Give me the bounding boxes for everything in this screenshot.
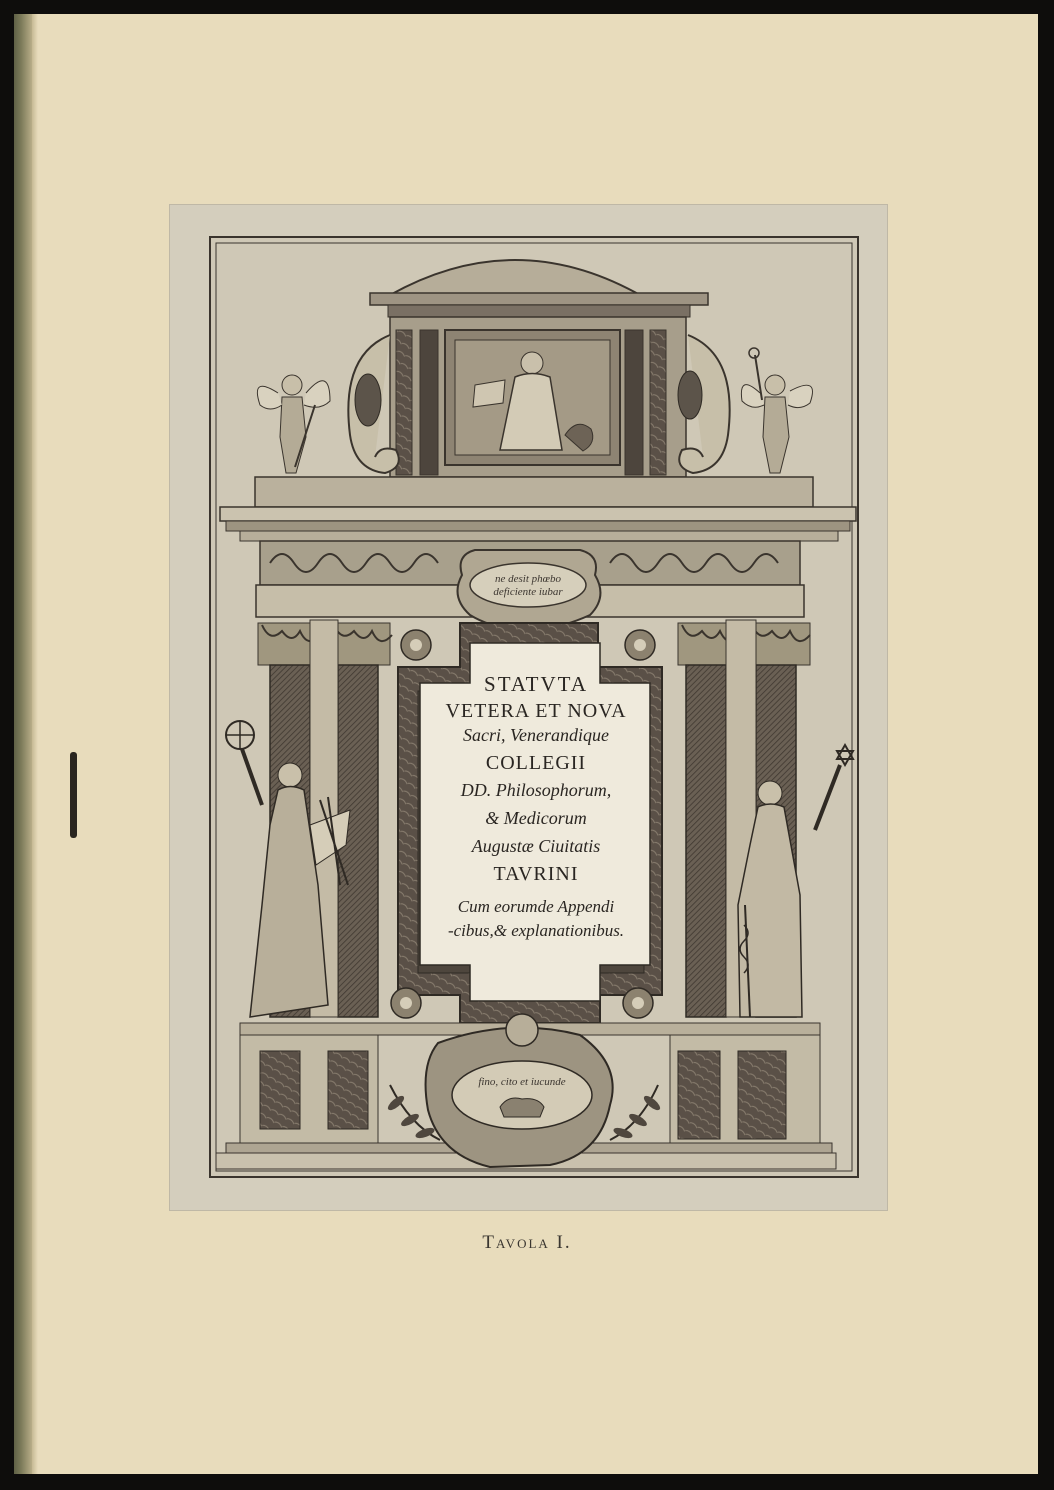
- title-line-collegii: COLLEGII: [485, 752, 587, 774]
- title-line-augustae-ciuitatis: Augustæ Ciuitatis: [471, 836, 601, 856]
- book-spine-shadow: [14, 14, 32, 1474]
- title-line-sacri: Sacri, Venerandique: [463, 725, 609, 745]
- engraved-frontispiece-plate: [170, 205, 887, 1210]
- top-cartouche-motto-line-1: ne desit phœbo: [495, 573, 561, 585]
- frontispiece-engraving: [170, 205, 887, 1210]
- binding-stitch: [70, 752, 77, 838]
- title-line-medicorum: & Medicorum: [485, 808, 587, 828]
- top-cartouche-motto-line-2: deficiente iubar: [493, 586, 563, 598]
- title-line-philosophorum: DD. Philosophorum,: [460, 780, 612, 800]
- title-line-statuta: STATVTA: [484, 672, 588, 696]
- title-line-taurini: TAVRINI: [493, 863, 579, 885]
- book-spine-fold: [32, 14, 38, 1474]
- title-line-cum-eorumde: Cum eorumde Appendi: [457, 897, 615, 916]
- plate-caption: Tavola I.: [482, 1232, 572, 1253]
- bottom-cartouche-motto: fino, cito et iucunde: [478, 1076, 566, 1088]
- title-line-explanationibus: -cibus,& explanationibus.: [447, 921, 625, 940]
- title-line-vetera-et-nova: VETERA ET NOVA: [445, 700, 627, 722]
